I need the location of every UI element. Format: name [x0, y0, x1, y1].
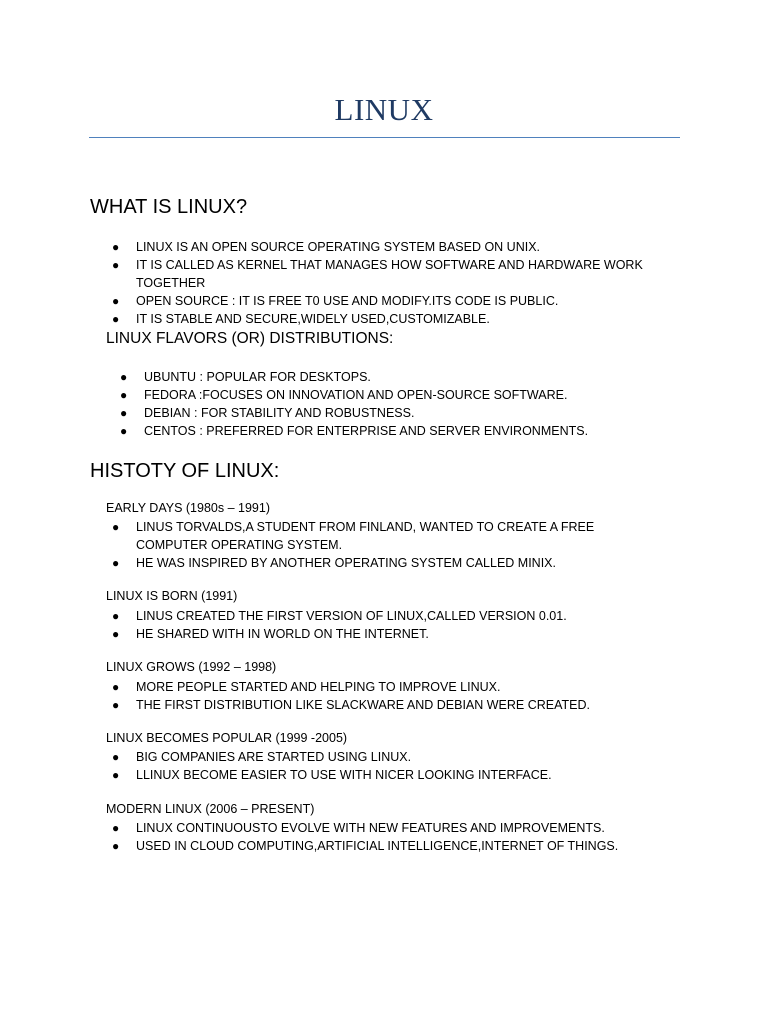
- bullet-icon: ●: [112, 294, 120, 308]
- list-item: ● UBUNTU : POPULAR FOR DESKTOPS.: [120, 370, 371, 384]
- history-section-title: LINUX GROWS (1992 – 1998): [106, 660, 277, 674]
- bullet-icon: ●: [112, 609, 120, 623]
- list-item: ● LINUS TORVALDS,A STUDENT FROM FINLAND, WANTED TO CREATE A FREE COMPUTER OPERATING SYSTEM.: [112, 520, 595, 552]
- bullet-icon: ●: [112, 768, 120, 782]
- history-section-title: LINUX IS BORN (1991): [106, 589, 238, 603]
- history-section-title: EARLY DAYS (1980s – 1991): [106, 501, 270, 515]
- document-title: LINUX: [334, 92, 434, 127]
- list-item: ● LLINUX BECOME EASIER TO USE WITH NICER LOOKING INTERFACE.: [112, 768, 552, 782]
- list-item: ● FEDORA :FOCUSES ON INNOVATION AND OPEN-SOURCE SOFTWARE.: [120, 388, 568, 402]
- bullet-icon: ●: [120, 424, 128, 438]
- bullet-icon: ●: [112, 821, 120, 835]
- list-item: ● BIG COMPANIES ARE STARTED USING LINUX.: [112, 750, 412, 764]
- bullet-icon: ●: [112, 627, 120, 641]
- list-item: ● MORE PEOPLE STARTED AND HELPING TO IMPROVE LINUX.: [112, 680, 501, 694]
- list-item: ● HE WAS INSPIRED BY ANOTHER OPERATING SYSTEM CALLED MINIX.: [112, 556, 556, 570]
- bullet-icon: ●: [112, 839, 120, 853]
- history-section-list: [112, 518, 696, 572]
- linux-flavors-list: [120, 368, 684, 440]
- bullet-icon: ●: [112, 680, 120, 694]
- heading-what-is-linux: WHAT IS LINUX?: [90, 196, 248, 218]
- bullet-icon: ●: [112, 698, 120, 712]
- history-section-list: [112, 748, 696, 784]
- history-section-list: [112, 678, 696, 714]
- list-item: ● USED IN CLOUD COMPUTING,ARTIFICIAL INTELLIGENCE,INTERNET OF THINGS.: [112, 839, 619, 853]
- list-item: ● IT IS STABLE AND SECURE,WIDELY USED,CUSTOMIZABLE.: [112, 312, 490, 326]
- list-item: ● THE FIRST DISTRIBUTION LIKE SLACKWARE AND DEBIAN WERE CREATED.: [112, 698, 591, 712]
- bullet-icon: ●: [120, 370, 128, 384]
- bullet-icon: ●: [112, 240, 120, 254]
- title-underline: [89, 137, 680, 138]
- bullet-icon: ●: [112, 312, 120, 326]
- list-item: ● IT IS CALLED AS KERNEL THAT MANAGES HOW SOFTWARE AND HARDWARE WORK TOGETHER: [112, 258, 643, 290]
- bullet-icon: ●: [112, 556, 120, 570]
- heading-linux-flavors: LINUX FLAVORS (OR) DISTRIBUTIONS:: [106, 330, 394, 347]
- list-item: ● LINUS CREATED THE FIRST VERSION OF LINUX,CALLED VERSION 0.01.: [112, 609, 567, 623]
- list-item: ● HE SHARED WITH IN WORLD ON THE INTERNET.: [112, 627, 429, 641]
- what-is-linux-list: [112, 238, 696, 328]
- history-section-title: MODERN LINUX (2006 – PRESENT): [106, 802, 315, 816]
- list-item: ● LINUX CONTINUOUSTO EVOLVE WITH NEW FEATURES AND IMPROVEMENTS.: [112, 821, 605, 835]
- bullet-icon: ●: [112, 520, 120, 534]
- bullet-icon: ●: [120, 406, 128, 420]
- bullet-icon: ●: [120, 388, 128, 402]
- list-item: ● OPEN SOURCE : IT IS FREE T0 USE AND MODIFY.ITS CODE IS PUBLIC.: [112, 294, 559, 308]
- heading-history-of-linux: HISTOTY OF LINUX:: [90, 460, 280, 482]
- list-item: ● CENTOS : PREFERRED FOR ENTERPRISE AND SERVER ENVIRONMENTS.: [120, 424, 589, 438]
- history-section-list: [112, 607, 696, 643]
- bullet-icon: ●: [112, 750, 120, 764]
- bullet-icon: ●: [112, 258, 120, 272]
- history-section-title: LINUX BECOMES POPULAR (1999 -2005): [106, 731, 348, 745]
- history-section-list: [112, 819, 696, 855]
- list-item: ● DEBIAN : FOR STABILITY AND ROBUSTNESS.: [120, 406, 415, 420]
- list-item: ● LINUX IS AN OPEN SOURCE OPERATING SYSTEM BASED ON UNIX.: [112, 240, 541, 254]
